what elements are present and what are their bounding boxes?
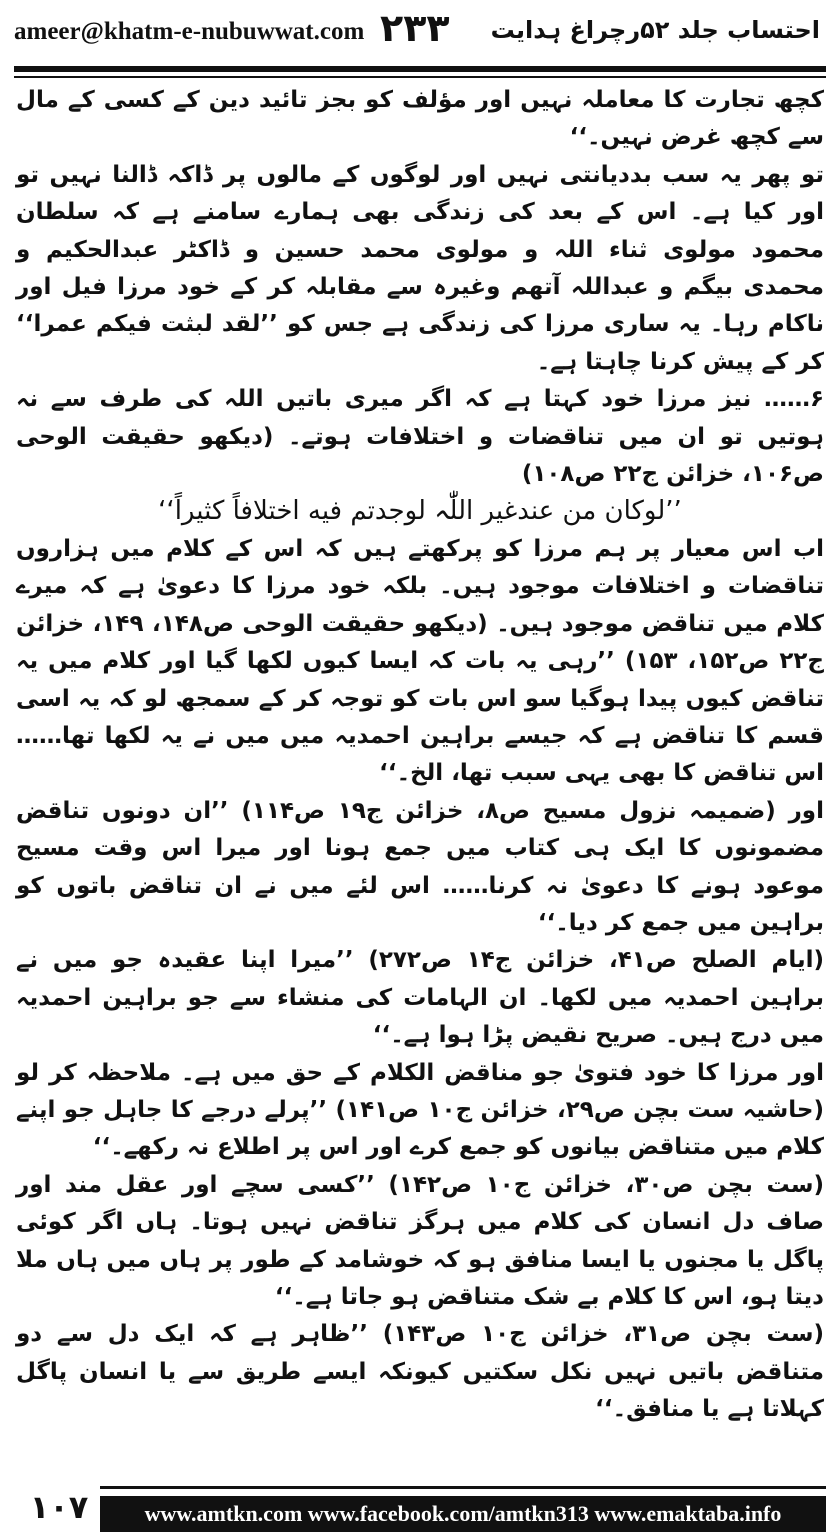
page-body [16,82,824,1472]
header-book-title: احتساب جلد ۵۲رچراغ ہدایت [490,16,820,44]
header-email: ameer@khatm-e-nubuwwat.com [14,18,365,45]
paragraph-9: (ست بچن ص۳۱، خزائن ج۱۰ ص۱۴۳) ’’ظاہر ہے کہ ایک دل سے دو متناقض باتیں نہیں نکل سکتیں کیونکہ ایسے طریق سے یا انسان پاگل کہلاتا ہے یا منافق۔‘‘ [16,1321,825,1423]
footer-links: www.amtkn.com www.facebook.com/amtkn313 www.emaktaba.info [100,1496,826,1532]
paragraph-8: (ست بچن ص۳۰، خزائن ج۱۰ ص۱۴۲) ’’کسی سچے اور عقل مند اور صاف دل انسان کی کلام میں ہرگز تناقض نہیں ہوتا۔ ہاں اگر کوئی پاگل یا مجنوں یا ایسا منافق ہو کہ خوشامد کے طور پر ہاں میں ہاں ملا دیتا ہو، اس کا کلام بے شک متناقض ہو جاتا ہے۔‘‘ [16,1171,825,1310]
paragraph-4: اب اس معیار پر ہم مرزا کو پرکھتے ہیں کہ اس کے کلام میں ہزاروں تناقضات و اختلافات موجود ہیں۔ بلکہ خود مرزا کا دعویٰ ہے کہ میرے کلام میں تناقض موجود ہیں۔ (دیکھو حقیقت الوحی ص۱۴۸، ۱۴۹، خزائن ج۲۲ ص۱۵۲، ۱۵۳) ’’رہی یہ بات کہ ایسا کیوں لکھا گیا اور کلام میں یہ تناقض کیوں پیدا ہوگیا سو اس بات کو توجہ کر کے سمجھ لو کہ یہ اسی قسم کا تناقض ہے کہ جیسے براہین احمدیہ میں میں نے یہ لکھا تھا…… اس تناقض کا بھی یہی سبب تھا، الخ۔‘‘ [16,535,824,787]
footer-page-number: ۱۰۷ [22,1486,96,1528]
arabic-quote: ’’لوکان من عندغیر اللّٰہ لوجدتم فیه اختلافاً کثیراً‘‘ [158,496,682,527]
paragraph-5: اور (ضمیمہ نزول مسیح ص۸، خزائن ج۱۹ ص۱۱۴) ’’ان دونوں تناقض مضمونوں کا ایک ہی کتاب میں جمع ہونا اور میرا اس وقت مسیح موعود ہونے کا دعویٰ نہ کرنا…… اس لئے میں نے ان تناقض باتوں کو براہین میں جمع کر دیا۔‘‘ [16,797,824,936]
page-footer [0,1482,840,1540]
paragraph-1: کچھ تجارت کا معاملہ نہیں اور مؤلف کو بجز تائید دین کے کسی کے مال سے کچھ غرض نہیں۔‘‘ [16,87,824,151]
footer-rule [100,1486,826,1489]
page-header [0,0,840,74]
header-rule-thick [14,66,826,72]
paragraph-6: (ایام الصلح ص۴۱، خزائن ج۱۴ ص۲۷۲) ’’میرا اپنا عقیدہ جو میں نے براہین احمدیہ میں لکھا۔ ان الہامات کی منشاء سے جو براہین احمدیہ میں درج ہیں۔ صریح نقیض پڑا ہوا ہے۔‘‘ [16,947,824,1049]
paragraph-2: تو پھر یہ سب بددیانتی نہیں اور لوگوں کے مالوں پر ڈاکہ ڈالنا نہیں تو اور کیا ہے۔ اس کے بعد کی زندگی بھی ہمارے سامنے ہے کہ سلطان محمود مولوی ثناء اللہ و مولوی محمد حسین و ڈاکٹر عبدالحکیم و محمدی بیگم و عبداللہ آتھم وغیرہ سے مقابلہ کر کے خود مرزا فیل اور ناکام رہا۔ یہ ساری مرزا کی زندگی ہے جس کو ’’لقد لبثت فیکم عمرا‘‘ کر کے پیش کرنا چاہتا ہے۔ [16,161,824,375]
header-page-number: ۲۳۳ [380,6,450,50]
header-rule-thin [14,76,826,78]
paragraph-7: اور مرزا کا خود فتویٰ جو مناقض الکلام کے حق میں ہے۔ ملاحظہ کر لو (حاشیہ ست بچن ص۲۹، خزائن ج۱۰ ص۱۴۱) ’’پرلے درجے کا جاہل جو اپنے کلام میں متناقض بیانوں کو جمع کرے اور اس پر اطلاع نہ رکھے۔‘‘ [16,1059,825,1161]
paragraph-3: ۶…… نیز مرزا خود کہتا ہے کہ اگر میری باتیں اللہ کی طرف سے نہ ہوتیں تو ان میں تناقضات و اختلافات ہوتے۔ (دیکھو حقیقت الوحی ص۱۰۶، خزائن ج۲۲ ص۱۰۸) [16,386,824,488]
